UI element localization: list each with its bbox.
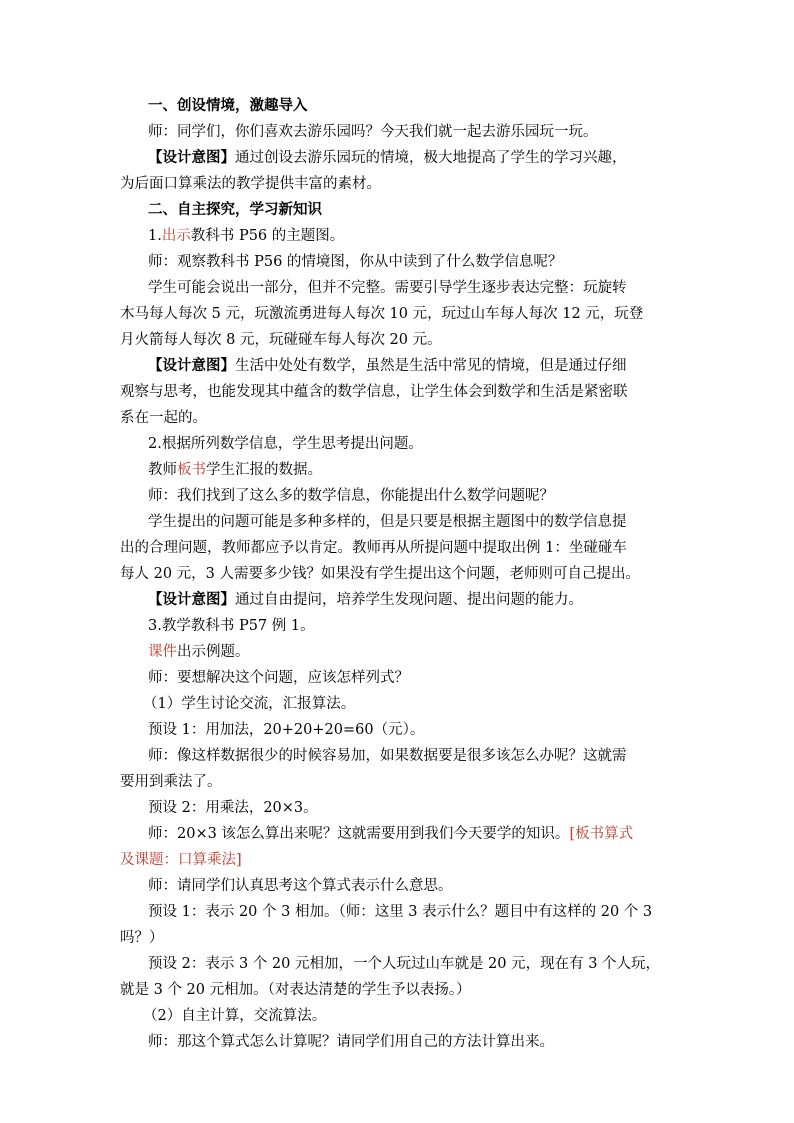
design-intent-line <box>148 587 583 613</box>
paragraph-line: 吗？） <box>120 930 164 946</box>
section-heading-2: 二、自主探究，学习新知识 <box>148 201 322 218</box>
step-number: 1. <box>148 228 162 244</box>
paragraph-line: 月火箭每人每次 8 元，玩碰碰车每人每次 20 元。 <box>120 332 442 348</box>
step-text: 教科书 P56 的主题图。 <box>190 228 345 244</box>
paragraph-line: 预设 2：用乘法，20×3。 <box>148 800 318 816</box>
paragraph-line: 师：要想解决这个问题，应该怎样列式？ <box>148 670 409 686</box>
board-note: 及课题：口算乘法] <box>120 852 242 868</box>
paragraph-line: 学生提出的问题可能是多种多样的，但是只要是根据主题图中的数学信息提 <box>148 514 627 530</box>
paragraph-line: 预设 1：表示 20 个 3 相加。（师：这里 3 表示什么？题目中有这样的 20 个 3 <box>148 904 653 920</box>
highlight-text: 课件 <box>148 644 177 660</box>
design-intent-line <box>148 353 627 379</box>
paragraph-line: 师：请同学们认真思考这个算式表示什么意思。 <box>148 878 453 894</box>
text-span: 出示例题。 <box>177 644 250 660</box>
text-span: 学生汇报的数据。 <box>206 462 322 478</box>
design-intent-text: 生活中处处有数学，虽然是生活中常见的情境，但是通过仔细 <box>235 358 627 374</box>
paragraph-line: 出的合理问题，教师都应予以肯定。教师再从所提问题中提取出例 1：坐碰碰车 <box>120 540 627 556</box>
paragraph-line: 要用到乘法了。 <box>120 774 222 790</box>
paragraph-line: 就是 3 个 20 元相加。（对表达清楚的学生予以表扬。） <box>120 982 471 998</box>
paragraph-line: 师：那这个算式怎么计算呢？请同学们用自己的方法计算出来。 <box>148 1034 554 1050</box>
section-heading-1: 一、创设情境，激趣导入 <box>148 97 308 114</box>
paragraph-line: 观察与思考，也能发现其中蕴含的数学信息，让学生体会到数学和生活是紧密联 <box>120 384 628 400</box>
highlight-text: 出示 <box>161 228 191 244</box>
paragraph-line: 系在一起的。 <box>120 410 207 426</box>
paragraph-line <box>148 639 250 665</box>
paragraph-line: 预设 1：用加法，20+20+20=60（元）。 <box>148 722 425 738</box>
sub-step-line: （2）自主计算，交流算法。 <box>143 1008 327 1024</box>
design-intent-label: 【设计意图】 <box>148 591 235 608</box>
step-line: 3.教学教科书 P57 例 1。 <box>148 618 315 634</box>
paragraph-line: 师：同学们，你们喜欢去游乐园吗？今天我们就一起去游乐园玩一玩。 <box>148 124 598 140</box>
design-intent-text: 通过自由提问，培养学生发现问题、提出问题的能力。 <box>235 592 583 608</box>
paragraph-line: 学生可能会说出一部分，但并不完整。需要引导学生逐步表达完整：玩旋转 <box>148 280 627 296</box>
design-intent-label: 【设计意图】 <box>148 357 235 374</box>
text-span: 师：20×3 该怎么算出来呢？这就需要用到我们今天要学的知识。 <box>148 826 570 842</box>
paragraph-line: 师：像这样数据很少的时候容易加，如果数据要是很多该怎么办呢？这就需 <box>148 748 627 764</box>
paragraph-line: 为后面口算乘法的教学提供丰富的素材。 <box>120 176 381 192</box>
paragraph-line: 预设 2：表示 3 个 20 元相加，一个人玩过山车就是 20 元，现在有 3 个人玩， <box>148 956 661 972</box>
paragraph-line <box>148 457 322 483</box>
step-line <box>148 223 344 249</box>
paragraph-line: 师：观察教科书 P56 的情境图，你从中读到了什么数学信息呢？ <box>148 254 563 270</box>
paragraph-line: 每人 20 元，3 人需要多少钱？如果没有学生提出这个问题，老师则可自己提出。 <box>120 566 641 582</box>
text-span: 教师 <box>148 462 177 478</box>
paragraph-line: 师：我们找到了这么多的数学信息，你能提出什么数学问题呢？ <box>148 488 554 504</box>
board-note: [板书算式 <box>569 826 634 842</box>
design-intent-label: 【设计意图】 <box>148 149 235 166</box>
sub-step-line: （1）学生讨论交流，汇报算法。 <box>143 696 356 712</box>
paragraph-line: 木马每人每次 5 元，玩激流勇进每人每次 10 元，玩过山车每人每次 12 元，玩登 <box>120 306 644 322</box>
design-intent-text: 通过创设去游乐园玩的情境，极大地提高了学生的学习兴趣， <box>235 150 627 166</box>
paragraph-line <box>148 821 633 847</box>
design-intent-line <box>148 145 627 171</box>
highlight-text: 板书 <box>177 462 206 478</box>
step-line: 2.根据所列数学信息，学生思考提出问题。 <box>148 436 423 452</box>
